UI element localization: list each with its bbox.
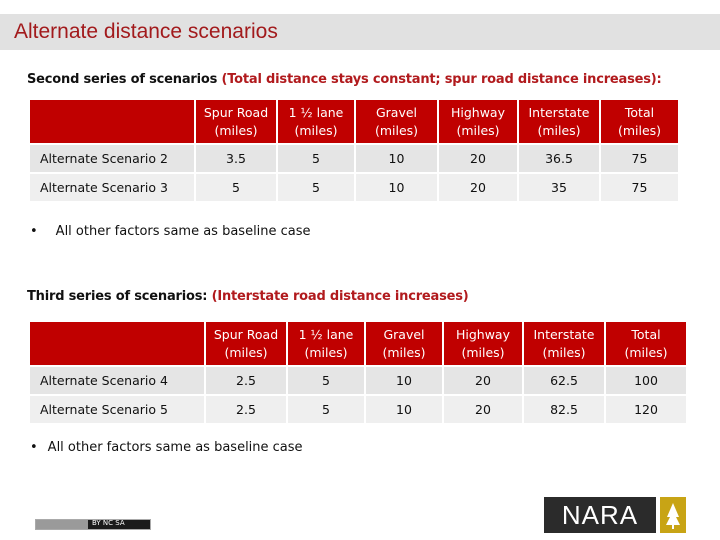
table-cell: 20 — [438, 144, 518, 173]
table-cell: 20 — [443, 366, 523, 395]
column-header: Interstate (miles) — [523, 322, 605, 366]
table-cell: 10 — [365, 395, 443, 423]
table-cell: 36.5 — [518, 144, 600, 173]
table-cell: 82.5 — [523, 395, 605, 423]
table-cell: 20 — [443, 395, 523, 423]
table-cell: 5 — [287, 366, 365, 395]
table-corner-cell — [30, 322, 205, 366]
table-cell: 10 — [365, 366, 443, 395]
table-cell: 35 — [518, 173, 600, 201]
column-header: Total (miles) — [605, 322, 686, 366]
table-cell: 10 — [355, 173, 438, 201]
table-header-row — [30, 100, 678, 144]
nara-logo — [544, 497, 686, 533]
table-cell: 75 — [600, 173, 678, 201]
table-row — [30, 395, 686, 423]
cc-license-icon — [36, 520, 88, 529]
section2-table — [30, 322, 686, 423]
section1-bullet-text: All other factors same as baseline case — [55, 224, 311, 239]
table-row — [30, 144, 678, 173]
section1-heading-highlight: (Total distance stays constant; spur road distance increases): — [221, 72, 662, 87]
table-cell: 2.5 — [205, 366, 287, 395]
section2-heading — [27, 289, 469, 304]
section2-heading-highlight: (Interstate road distance increases) — [211, 289, 469, 304]
bullet-dot-icon: • — [30, 224, 38, 239]
table-cell: 75 — [600, 144, 678, 173]
section2-bullet-text: All other factors same as baseline case — [47, 440, 303, 455]
table-cell: 62.5 — [523, 366, 605, 395]
section2-heading-prefix: Third series of scenarios: — [27, 289, 212, 304]
column-header: Gravel (miles) — [365, 322, 443, 366]
column-header: Highway (miles) — [443, 322, 523, 366]
nara-logo-wordmark: NARA — [544, 497, 656, 533]
cc-license-badge[interactable] — [35, 519, 151, 530]
table-cell: 5 — [277, 173, 355, 201]
bullet-dot-icon: • — [30, 440, 38, 455]
column-header: 1 ½ lane (miles) — [287, 322, 365, 366]
table-cell: 10 — [355, 144, 438, 173]
column-header: Highway (miles) — [438, 100, 518, 144]
table-cell: 20 — [438, 173, 518, 201]
section1-heading — [27, 72, 662, 87]
column-header: Interstate (miles) — [518, 100, 600, 144]
table-corner-cell — [30, 100, 195, 144]
cc-license-text: BY NC SA — [92, 519, 125, 527]
table-cell: 5 — [287, 395, 365, 423]
tree-icon — [660, 497, 686, 533]
table-cell: 2.5 — [205, 395, 287, 423]
row-label: Alternate Scenario 2 — [30, 144, 195, 173]
column-header: Spur Road (miles) — [205, 322, 287, 366]
column-header: 1 ½ lane (miles) — [277, 100, 355, 144]
row-label: Alternate Scenario 3 — [30, 173, 195, 201]
table-cell: 5 — [277, 144, 355, 173]
section2-bullet — [30, 440, 303, 455]
table-header-row — [30, 322, 686, 366]
table-row — [30, 366, 686, 395]
title-bar — [0, 14, 720, 50]
column-header: Gravel (miles) — [355, 100, 438, 144]
table-cell: 3.5 — [195, 144, 277, 173]
column-header: Spur Road (miles) — [195, 100, 277, 144]
row-label: Alternate Scenario 4 — [30, 366, 205, 395]
table-row — [30, 173, 678, 201]
slide-title: Alternate distance scenarios — [14, 20, 278, 43]
section1-heading-prefix: Second series of scenarios — [27, 72, 222, 87]
section1-bullet — [30, 224, 311, 239]
table-cell: 120 — [605, 395, 686, 423]
table-cell: 5 — [195, 173, 277, 201]
table-cell: 100 — [605, 366, 686, 395]
row-label: Alternate Scenario 5 — [30, 395, 205, 423]
column-header: Total (miles) — [600, 100, 678, 144]
section1-table — [30, 100, 678, 201]
